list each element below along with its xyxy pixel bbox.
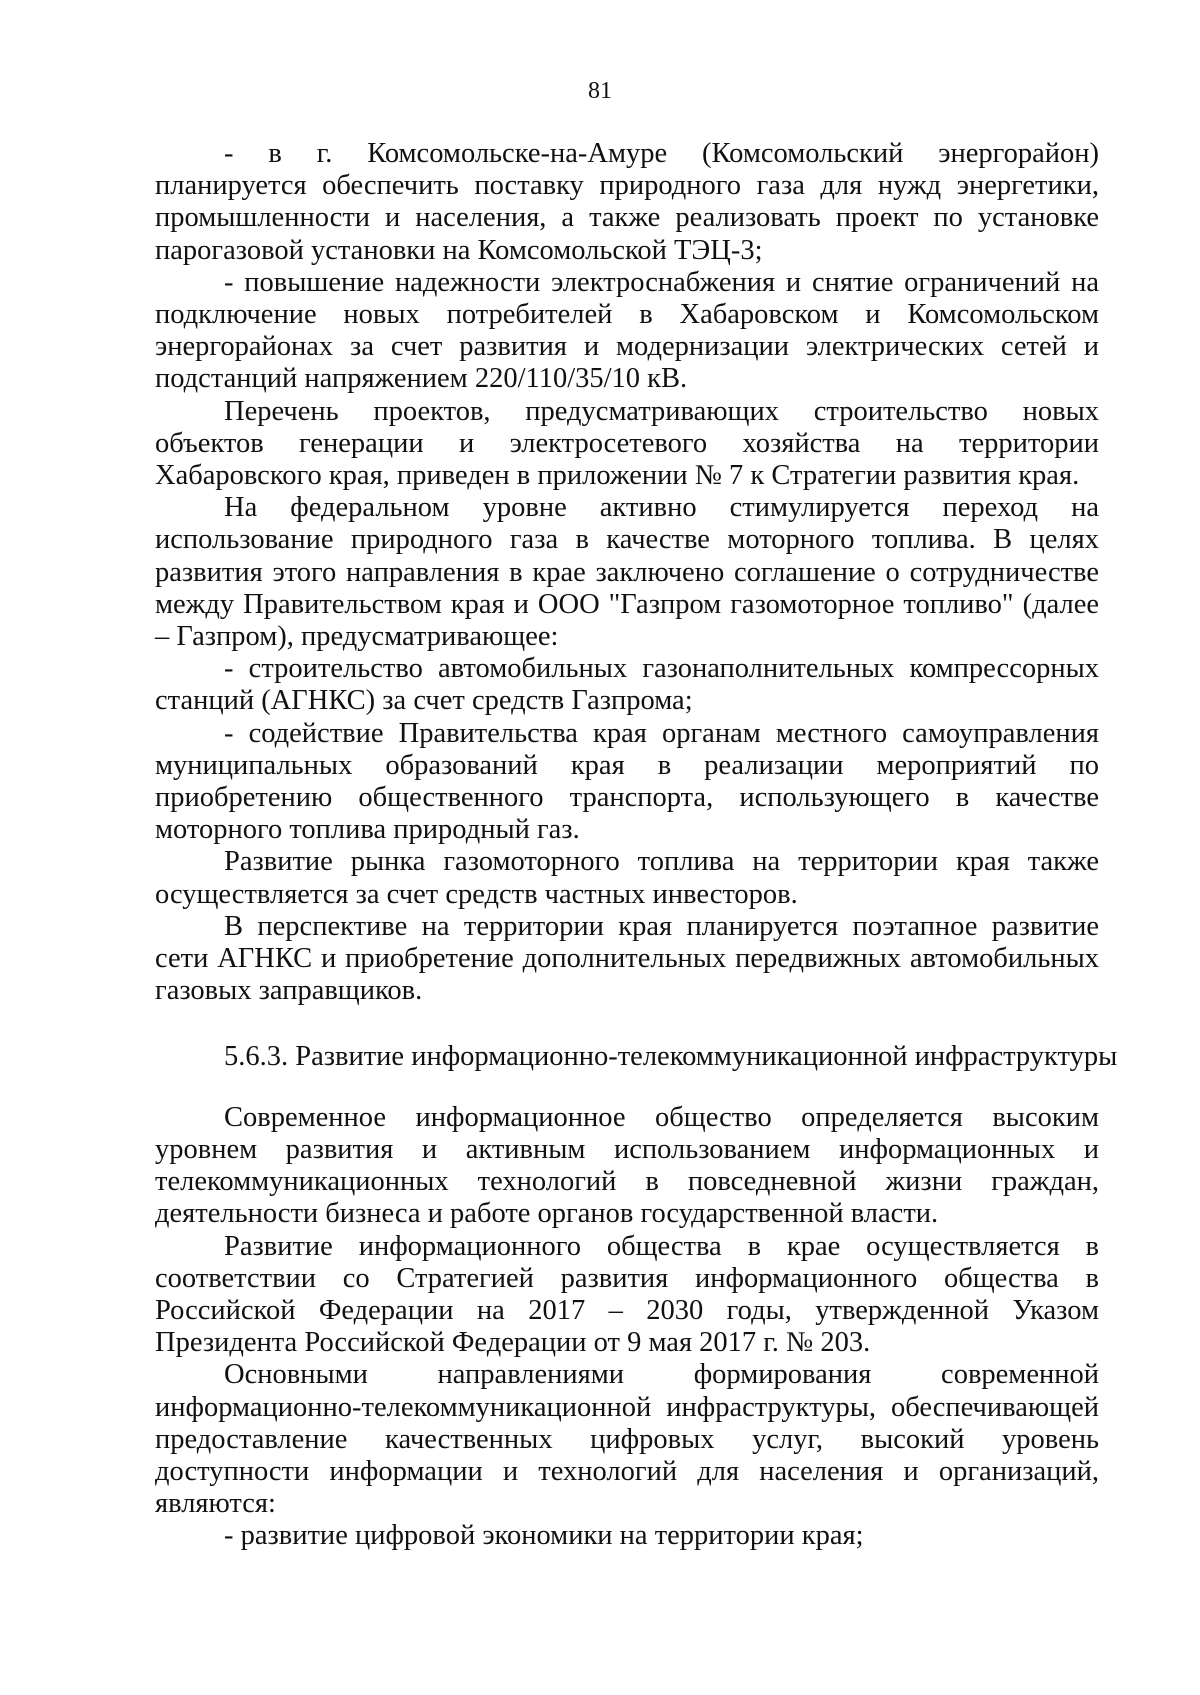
list-item-komsomolsk-gas: - в г. Комсомольске-на-Амуре (Комсомольский энергорайон) планируется обеспечить поставку природного газа для нужд энергетики, промышленности и населения, а также реализовать проект по установке парогазовой установки на Комсомольской ТЭЦ-3; <box>155 138 1099 266</box>
document-body <box>155 138 1118 1553</box>
list-item-agnks-construction: - строительство автомобильных газонаполнительных компрессорных станций (АГНКС) за счет средств Газпрома; <box>155 653 1099 717</box>
paragraph-agnks-network: В перспективе на территории края планируется поэтапное развитие сети АГНКС и приобретение дополнительных передвижных автомобильных газовых заправщиков. <box>155 910 1099 1007</box>
section-heading: 5.6.3. Развитие информационно-телекоммуникационной инфраструктуры <box>224 1041 1118 1073</box>
paragraph-gas-motor-fuel: На федеральном уровне активно стимулируется переход на использование природного газа в качестве моторного топлива. В целях развития этого направления в крае заключено соглашение о сотрудничестве между Правительством края и ООО "Газпром газомоторное топливо" (далее – Газпром), предусматривающее: <box>155 492 1099 653</box>
paragraph-strategy-reference: Развитие информационного общества в крае осуществляется в соответствии со Стратегией развития информационного общества в Российской Федерации на 2017 – 2030 годы, утвержденной Указом Президента Российской Федерации от 9 мая 2017 г. № 203. <box>155 1230 1099 1359</box>
list-item-public-transport: - содействие Правительства края органам местного самоуправления муниципальных образований края в реализации мероприятий по приобретению общественного транспорта, использующего в качестве моторного топлива природный газ. <box>155 717 1099 846</box>
list-item-digital-economy: - развитие цифровой экономики на территории края; <box>224 1520 864 1552</box>
paragraph-information-society: Современное информационное общество определяется высоким уровнем развития и активным использованием информационных и телекоммуникационных технологий в повседневной жизни граждан, деятельности бизнеса и работе органов государственной власти. <box>155 1101 1099 1230</box>
paragraph-main-directions: Основными направлениями формирования современной информационно-телекоммуникационной инфраструктуры, обеспечивающей предоставление качественных цифровых услуг, высокий уровень доступности информации и технологий для населения и организаций, являются: <box>155 1359 1099 1520</box>
paragraph-project-list: Перечень проектов, предусматривающих строительство новых объектов генерации и электросетевого хозяйства на территории Хабаровского края, приведен в приложении № 7 к Стратегии развития края. <box>155 395 1099 492</box>
paragraph-private-investors: Развитие рынка газомоторного топлива на территории края также осуществляется за счет средств частных инвесторов. <box>155 846 1099 910</box>
page-number: 81 <box>588 78 612 104</box>
list-item-grid-reliability: - повышение надежности электроснабжения и снятие ограничений на подключение новых потребителей в Хабаровском и Комсомольском энергорайонах за счет развития и модернизации электрических сетей и подстанций напряжением 220/110/35/10 кВ. <box>155 266 1099 395</box>
